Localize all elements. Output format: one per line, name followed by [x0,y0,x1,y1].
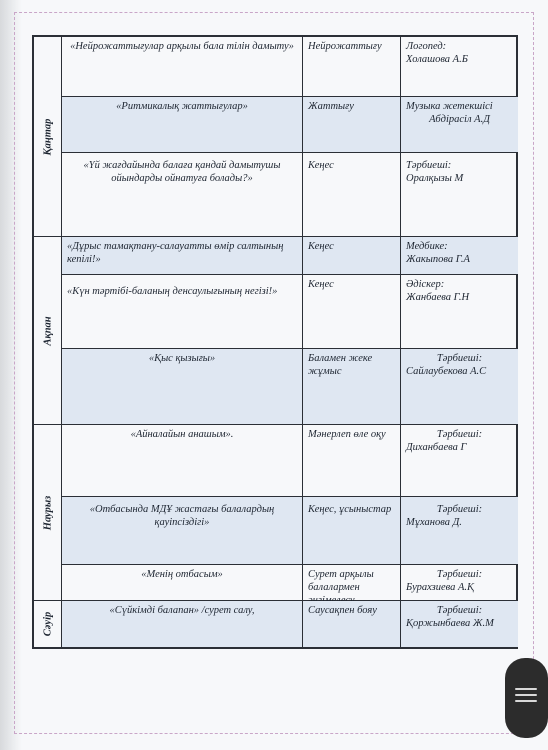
responsible-cell [400,153,518,236]
grip-line-icon [515,700,537,702]
topic-cell: «Күн тәртібі-баланың денсаулығының негізі!» [67,286,278,297]
month-label: Қаңтар [42,118,53,155]
responsible-role: Тәрбиеші: [436,605,483,616]
table-row [62,601,516,647]
topic-cell: «Айналайын анашым». [130,429,234,440]
responsible-role: Логопед: [406,41,447,52]
month-cell-february [34,237,62,425]
responsible-cell [400,425,518,496]
responsible-cell [400,497,518,564]
month-cell-january [34,37,62,237]
form-cell: Кеңес, ұсыныстар [302,497,400,564]
table-row [62,237,516,275]
table-row [62,349,516,425]
table-row [62,275,516,349]
responsible-role: Тәрбиеші: [436,353,483,364]
table-row [62,153,516,237]
topic-cell: «Қыс қызығы» [62,349,302,424]
topic-cell: «Менің отбасым» [141,569,223,580]
table-row [62,497,516,565]
form-cell: Нейрожаттығу [302,37,400,96]
responsible-role: Музыка жетекшісі [406,101,493,112]
responsible-role: Тәрбиеші: [436,504,483,515]
table-row [62,425,516,497]
responsible-role: Тәрбиеші: [436,429,483,440]
responsible-person: Сайлаубекова А.С [406,366,487,377]
responsible-role: Тәрбиеші: [406,160,452,171]
topic-cell: «Үй жағдайында балаға қандай дамытушы ойындарды ойнатуға болады?» [83,160,281,184]
responsible-person: Жакыпова Г.А [406,254,470,265]
responsible-person: Оралқызы М [406,173,464,184]
form-cell: Кеңес [302,153,400,236]
responsible-cell [400,237,518,274]
responsible-role: Әдіскер: [406,279,445,290]
topic-cell: «Отбасында МДҰ жастағы балалардың қауіпсіздігі» [62,497,302,564]
responsible-person: Қоржынбаева Ж.М [406,618,494,629]
month-label: Ақпан [42,315,53,346]
responsible-cell [400,349,518,424]
responsible-person: Бурахзиева А.Қ [406,582,474,593]
responsible-role: Тәрбиеші: [436,569,483,580]
form-cell: Саусақпен бояу [302,601,400,647]
topic-cell: «Нейрожаттығулар арқылы бала тілін дамыту» [70,41,294,52]
table-row [62,565,516,601]
responsible-cell [400,275,518,348]
responsible-person: Жанбаева Г.Н [406,292,470,303]
month-cell-april [34,601,62,647]
month-label: Наурыз [42,495,53,530]
form-cell: Кеңес [302,275,400,348]
grip-line-icon [515,694,537,696]
responsible-cell [400,601,518,647]
grip-line-icon [515,688,537,690]
topic-cell: «Сүйкімді балапан» /сурет салу, [62,601,302,647]
topic-cell: «Ритмикалық жаттығулар» [62,97,302,152]
responsible-cell [400,37,518,96]
form-cell: Баламен жеке жұмыс [302,349,400,424]
form-cell: Кеңес [302,237,400,274]
responsible-person: Мұханова Д. [406,517,462,528]
responsible-person: Холашова А.Б [406,54,468,65]
responsible-person: Абдірасіл А.Д [429,114,490,125]
topic-cell: «Дұрыс тамақтану-салауатты өмір салтының кепілі!» [62,237,302,274]
table-row [62,37,516,97]
form-cell: Сурет арқылы балалармен [302,565,400,600]
responsible-person: Диханбаева Г [406,442,467,453]
responsible-cell [400,97,518,152]
plan-table [32,35,518,649]
form-cell: Жаттығу [302,97,400,152]
responsible-cell [400,565,518,600]
responsible-role: Медбике: [406,241,448,252]
scroll-handle[interactable] [505,658,548,738]
month-cell-march [34,425,62,601]
table-row [62,97,516,153]
month-label: Сәуір [42,611,53,637]
form-cell: Мәнерлеп өле оқу [302,425,400,496]
